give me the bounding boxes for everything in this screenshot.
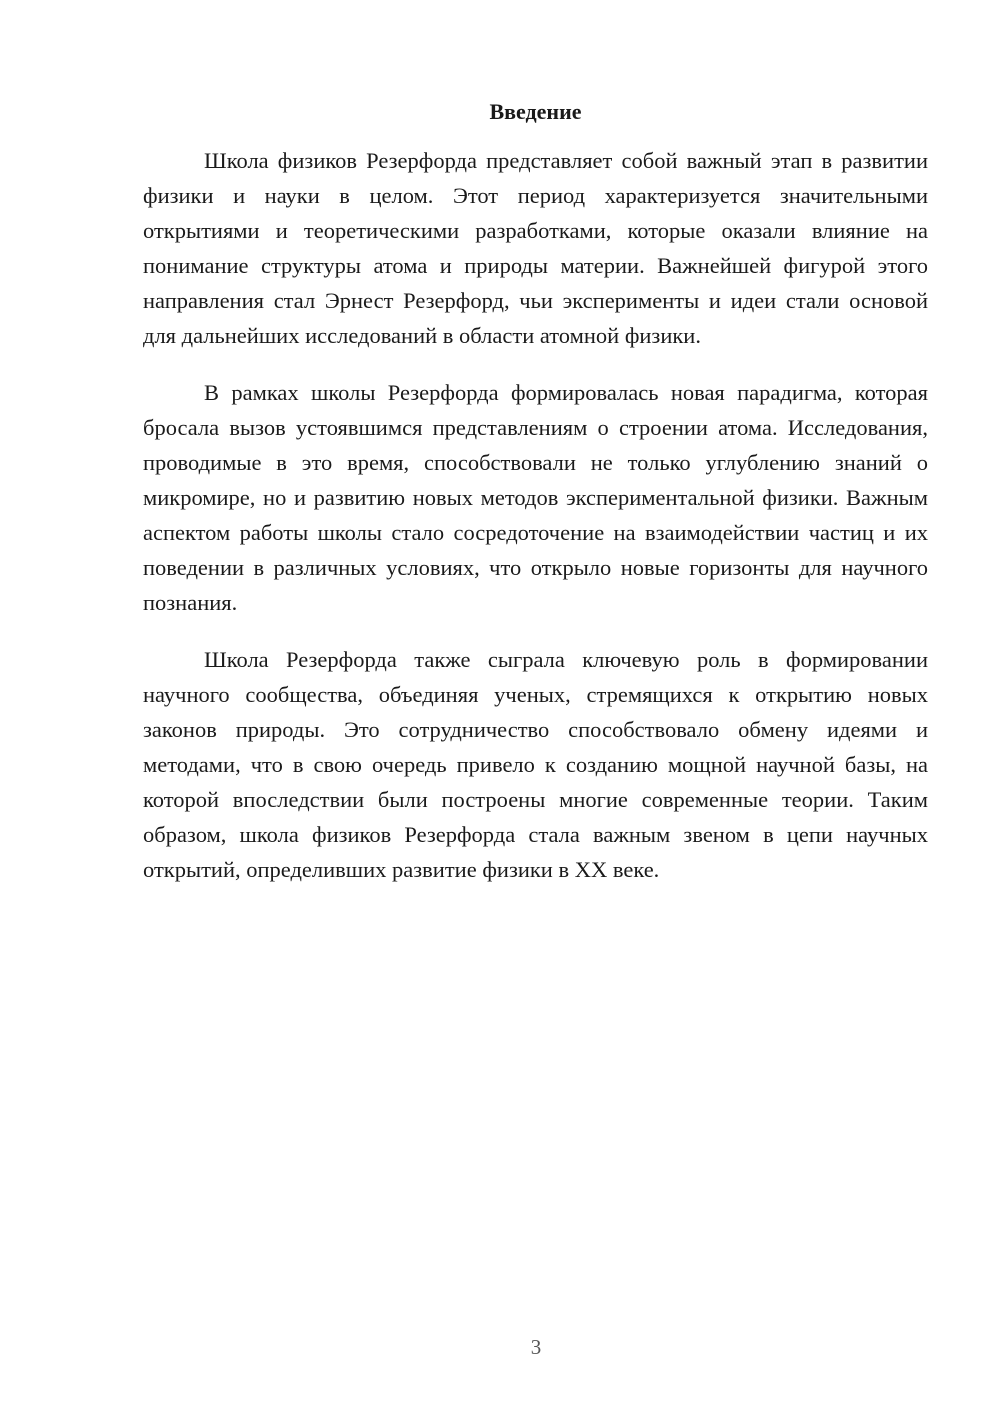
paragraph-3: Школа Резерфорда также сыграла ключевую роль в формировании научного сообщества, объединяя ученых, стремящихся к открытию новых законов природы. Это сотрудничество способствовало обмену идеями и методами, что в свою очередь привело к созданию мощной научной базы, на которой впоследствии были построены многие современные теории. Таким образом, школа физиков Резерфорда стала важным звеном в цепи научных открытий, определивших развитие физики в XX веке. [143,647,928,882]
paragraph-2: В рамках школы Резерфорда формировалась новая парадигма, которая бросала вызов устоявшимся представлениям о строении атома. Исследования, проводимые в это время, способствовали не только углублению знаний о микромире, но и развитию новых методов экспериментальной физики. Важным аспектом работы школы стало сосредоточение на взаимодействии частиц и их поведении в различных условиях, что открыло новые горизонты для научного познания. [143,380,928,615]
paragraph-1: Школа физиков Резерфорда представляет собой важный этап в развитии физики и науки в целом. Этот период характеризуется значительными открытиями и теоретическими разработками, которые оказали влияние на понимание структуры атома и природы материи. Важнейшей фигурой этого направления стал Эрнест Резерфорд, чьи эксперименты и идеи стали основой для дальнейших исследований в области атомной физики. [143,148,928,348]
section-heading: Введение [489,99,582,124]
page-number: 3 [530,1335,542,1359]
body-text [143,143,928,909]
